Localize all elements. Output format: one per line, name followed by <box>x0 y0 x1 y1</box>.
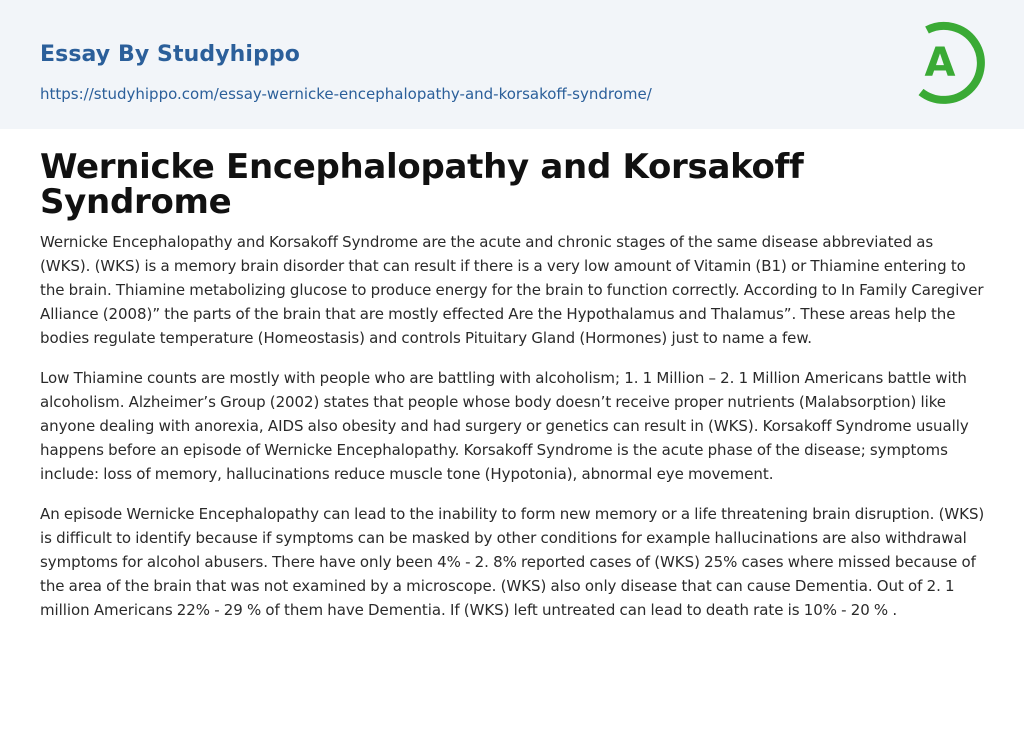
studyhippo-logo-icon[interactable] <box>911 20 987 106</box>
essay-paragraph: Low Thiamine counts are mostly with people who are battling with alcoholism; 1. 1 Million – 2. 1 Million Americans battle with alcoholism. Alzheimer’s Group (2002) states that people whose body doesn’t receive proper nutrients (Malabsorption) like anyone dealing with anorexia, AIDS also obesity and had surgery or genetics can result in (WKS). Korsakoff Syndrome usually happens before an episode of Wernicke Encephalopathy. Korsakoff Syndrome is the acute phase of the disease; symptoms include: loss of memory, hallucinations reduce muscle tone (Hypotonia), abnormal eye movement. <box>40 369 969 483</box>
essay-paragraph: Wernicke Encephalopathy and Korsakoff Syndrome are the acute and chronic stages of the same disease abbreviated as (WKS). (WKS) is a memory brain disorder that can result if there is a very low amount of Vitamin (B1) or Thiamine entering to the brain. Thiamine metabolizing glucose to produce energy for the brain to function correctly. According to In Family Caregiver Alliance (2008)” the parts of the brain that are mostly effected Are the Hypothalamus and Thalamus”. These areas help the bodies regulate temperature (Homeostasis) and controls Pituitary Gland (Hormones) just to name a few. <box>40 233 984 347</box>
essay-url-link[interactable]: https://studyhippo.com/essay-wernicke-encephalopathy-and-korsakoff-syndrome/ <box>40 85 652 103</box>
essay-title: Wernicke Encephalopathy and Korsakoff Syndrome <box>40 147 804 222</box>
essay-paragraph: An episode Wernicke Encephalopathy can lead to the inability to form new memory or a life threatening brain disruption. (WKS) is difficult to identify because if symptoms can be masked by other conditions for example hallucinations are also withdrawal symptoms for alcohol abusers. There have only been 4% - 2. 8% reported cases of (WKS) 25% cases where missed because of the area of the brain that was not examined by a microscope. (WKS) also only disease that can cause Dementia. Out of 2. 1 million Americans 22% - 29 % of them have Dementia. If (WKS) left untreated can lead to death rate is 10% - 20 % . <box>40 505 985 619</box>
essay-content <box>40 147 985 622</box>
logo-letter: A <box>924 40 956 86</box>
site-title[interactable]: Essay By Studyhippo <box>40 42 300 67</box>
site-header <box>0 0 1024 129</box>
